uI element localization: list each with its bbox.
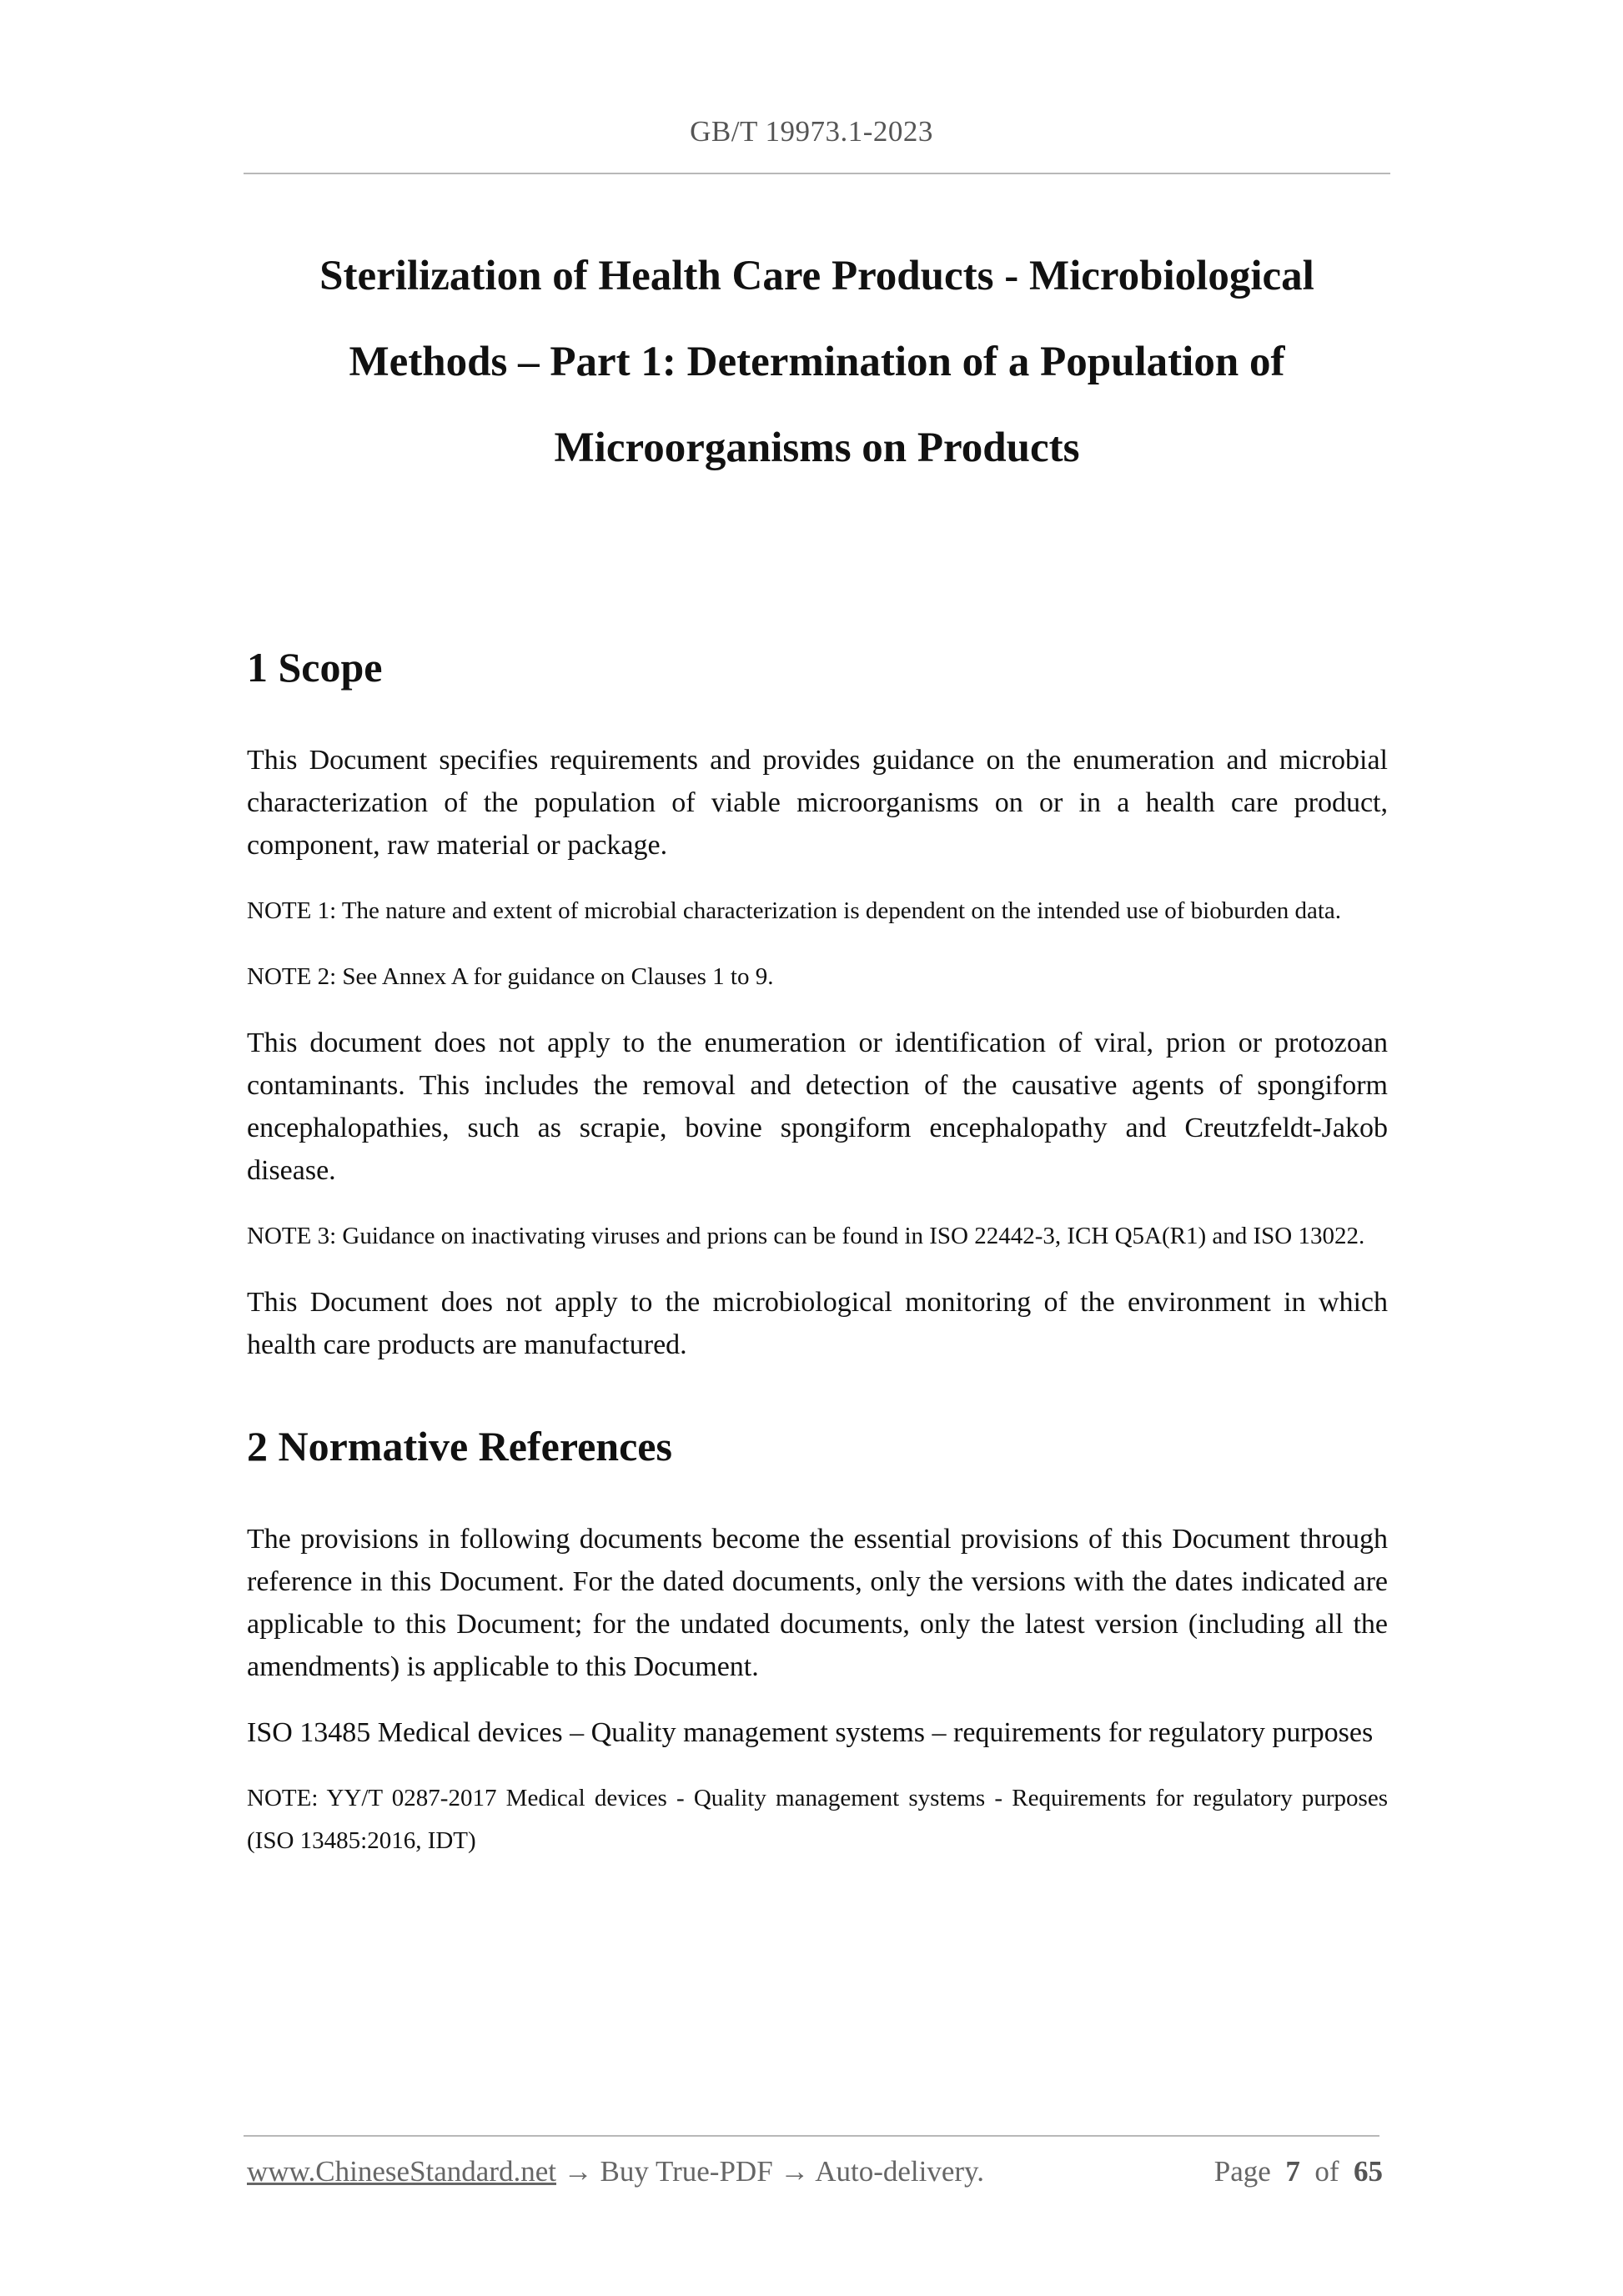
header-standard-number: GB/T 19973.1-2023 bbox=[690, 115, 933, 148]
footer-promo-text: → Buy True-PDF → Auto-delivery. bbox=[556, 2155, 985, 2188]
normative-reference-iso-13485: ISO 13485 Medical devices – Quality management systems – requirements for regulatory purposes bbox=[247, 1717, 1374, 1748]
document-title: Sterilization of Health Care Products - Microbiological Methods – Part 1: Determination of a Population of Microorganisms on Products bbox=[319, 253, 1314, 471]
page-total: 65 bbox=[1354, 2155, 1383, 2188]
scope-paragraph-2: This document does not apply to the enumeration or identification of viral, prion or protozoan contaminants. This includes the removal and detection of the causative agents of spongiform encephalopathies, such as scrapie, bovine spongiform encephalopathy and Creutzfeldt-Jakob disease. bbox=[247, 1027, 1388, 1186]
page-current: 7 bbox=[1285, 2155, 1300, 2188]
page-label: Page bbox=[1213, 2155, 1271, 2188]
normative-paragraph-1: The provisions in following documents become the essential provisions of this Document through reference in this Document. For the dated documents, only the versions with the dates indicated are applicable to this Document; for the undated documents, only the latest version (including all the amendments) is applicable to this Document. bbox=[247, 1524, 1388, 1682]
footer-divider bbox=[244, 2135, 1379, 2137]
scope-note-3: NOTE 3: Guidance on inactivating viruses and prions can be found in ISO 22442-3, ICH Q5A(R1) and ISO 13022. bbox=[247, 1223, 1365, 1249]
section-heading-normative-references: 2 Normative References bbox=[247, 1423, 672, 1470]
scope-note-1: NOTE 1: The nature and extent of microbial characterization is dependent on the intended use of bioburden data. bbox=[247, 897, 1342, 924]
scope-paragraph-3: This Document does not apply to the microbiological monitoring of the environment in which health care products are manufactured. bbox=[247, 1287, 1388, 1360]
section-heading-scope: 1 Scope bbox=[247, 644, 383, 691]
document-body bbox=[247, 634, 1388, 1886]
header-divider bbox=[244, 173, 1390, 174]
page-of: of bbox=[1314, 2155, 1339, 2188]
normative-note: NOTE: YY/T 0287-2017 Medical devices - Quality management systems - Requirements for regulatory purposes (ISO 13485:2016, IDT) bbox=[247, 1785, 1388, 1854]
footer-promo bbox=[247, 2155, 984, 2188]
page-footer bbox=[247, 2155, 1383, 2197]
scope-paragraph-1: This Document specifies requirements and provides guidance on the enumeration and microbial characterization of the population of viable microorganisms on or in a health care product, component, raw material or package. bbox=[247, 745, 1388, 861]
site-link[interactable]: www.ChineseStandard.net bbox=[247, 2155, 556, 2188]
scope-note-2: NOTE 2: See Annex A for guidance on Clauses 1 to 9. bbox=[247, 963, 774, 990]
page-number bbox=[1214, 2155, 1383, 2188]
